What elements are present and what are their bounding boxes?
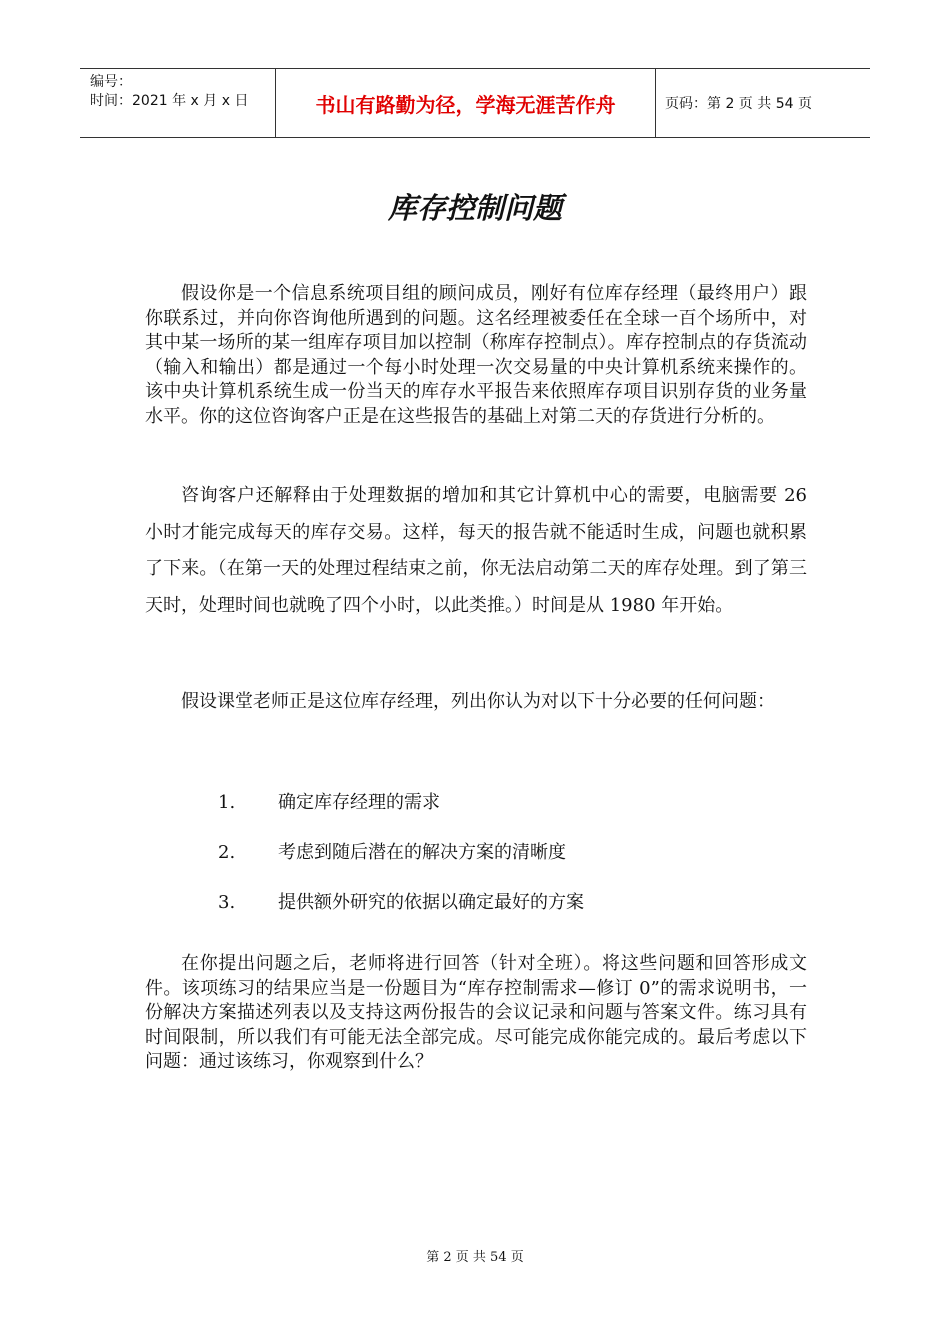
list-item [218, 836, 818, 886]
paragraph-1: 假设你是一个信息系统项目组的顾问成员，刚好有位库存经理（最终用户）跟你联系过，并向你咨询他所遇到的问题。这名经理被委任在全球一百个场所中，对其中某一场所的某一组库存项目加以控制（称库存控制点）。库存控制点的存货流动（输入和输出）都是通过一个每小时处理一次交易量的中央计算机系统来操作的。该中央计算机系统生成一份当天的库存水平报告来依照库存项目识别存货的业务量水平。你的这位咨询客户正是在这些报告的基础上对第二天的存货进行分析的。 [145, 283, 807, 427]
list-text: 提供额外研究的依据以确定最好的方案 [278, 892, 584, 913]
list-item [218, 886, 818, 936]
header-motto: 书山有路勤为径，学海无涯苦作舟 [276, 69, 656, 137]
list-item [218, 786, 818, 836]
paragraph-3: 假设课堂老师正是这位库存经理，列出你认为对以下十分必要的任何问题： [181, 691, 775, 712]
header-page-info: 页码：第 2 页 共 54 页 [665, 96, 812, 112]
paragraph-2: 咨询客户还解释由于处理数据的增加和其它计算机中心的需要，电脑需要 26 小时才能完成每天的库存交易。这样，每天的报告就不能适时生成，问题也就积累了下来。（在第一天的处理过程结束之前，你无法启动第二天的库存处理。到了第三天时，处理时间也就晚了四个小时，以此类推。）时间是从 1980 年开始。 [145, 485, 807, 616]
document-title: 库存控制问题 [387, 191, 562, 225]
list-text: 确定库存经理的需求 [278, 792, 440, 813]
question-list [218, 786, 818, 936]
list-number: 3. [218, 892, 236, 913]
list-number: 2. [218, 842, 236, 863]
list-text: 考虑到随后潜在的解决方案的清晰度 [278, 842, 566, 863]
page-header [80, 68, 870, 138]
list-number: 1. [218, 792, 236, 813]
header-left-cell [80, 69, 276, 137]
date-line: 时间：2021 年 x 月 x 日 [90, 93, 249, 109]
paragraph-4: 在你提出问题之后，老师将进行回答（针对全班）。将这些问题和回答形成文件。该项练习的结果应当是一份题目为“库存控制需求—修订 0”的需求说明书，一份解决方案描述列表以及支持这两份报告的会议记录和问题与答案文件。练习具有时间限制，所以我们有可能无法全部完成。尽可能完成你能完成的。最后考虑以下问题：通过该练习，你观察到什么？ [145, 953, 807, 1072]
serial-label: 编号： [90, 74, 132, 90]
page-footer: 第 2 页 共 54 页 [426, 1250, 524, 1265]
